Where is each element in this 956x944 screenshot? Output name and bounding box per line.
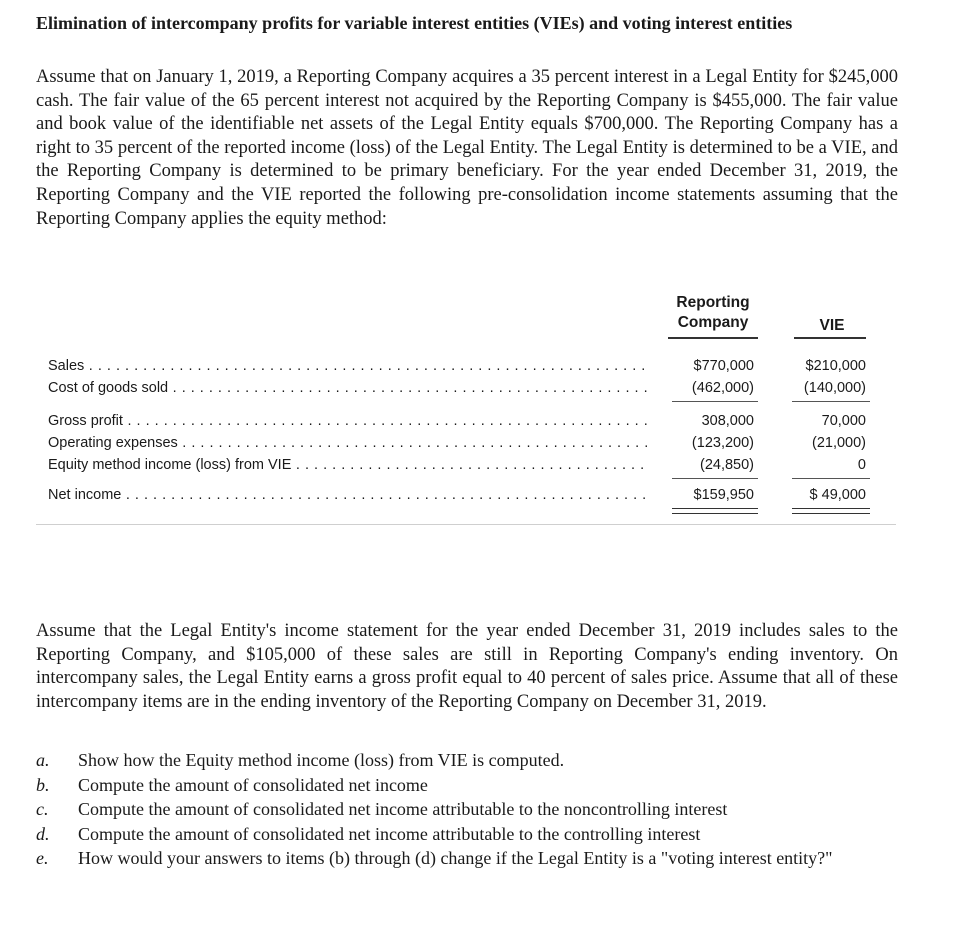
header-reporting-line1: Reporting bbox=[676, 294, 750, 311]
question-letter: b. bbox=[36, 774, 50, 795]
header-underline-vie bbox=[794, 337, 866, 339]
question-text: Show how the Equity method income (loss) from VIE is computed. bbox=[78, 750, 565, 770]
list-item bbox=[36, 748, 916, 773]
list-item bbox=[36, 797, 916, 822]
row-label: Gross profit . . . bbox=[48, 410, 648, 432]
row-label: Net income . . . bbox=[48, 484, 648, 506]
question-list bbox=[36, 748, 916, 871]
question-letter: c. bbox=[36, 799, 49, 819]
row-value-rc: $770,000 bbox=[693, 358, 754, 374]
list-item bbox=[36, 846, 916, 871]
question-letter: a. bbox=[36, 750, 50, 770]
row-label: Operating expenses . . . bbox=[48, 432, 648, 454]
subtotal-line-rc bbox=[672, 401, 758, 402]
row-value-rc: (123,200) bbox=[691, 435, 754, 451]
row-value-vie: (140,000) bbox=[803, 380, 866, 396]
total-double-line-rc bbox=[672, 508, 758, 514]
intro-paragraph: Assume that on January 1, 2019, a Reporting Company acquires a 35 percent interest in a Legal Entity for $245,000 cash. The fair value of the 65 percent interest not acquired by the Reporting Company is $455,000. The fair value and book value of the identifiable net assets of the Legal Entity equals $700,000. The Reporting Company has a right to 35 percent of the reported income (loss) of the Legal Entity. The Legal Entity is determined to be a VIE, and the Reporting Company is determined to be primary beneficiary. For the year ended December 31, 2019, the Reporting Company and the VIE reported the following pre-consolidation income statements assuming that the Reporting Company applies the equity method: bbox=[36, 67, 898, 229]
row-label: Sales . . . bbox=[48, 355, 648, 377]
list-item bbox=[36, 822, 916, 847]
row-value-rc: (462,000) bbox=[691, 380, 754, 396]
divider bbox=[36, 524, 896, 525]
question-letter: d. bbox=[36, 823, 50, 844]
assumption-paragraph: Assume that the Legal Entity's income statement for the year ended December 31, 2019 includes sales to the Reporting Company, and $105,000 of these sales are still in Reporting Company's ending inventory. On intercompany sales, the Legal Entity earns a gross profit equal to 40 percent of sales price. Assume that all of these intercompany items are in the ending inventory of the Reporting Company on December 31, 2019. bbox=[36, 621, 898, 712]
row-label: Equity method income (loss) from VIE . . . bbox=[48, 454, 648, 476]
row-value-vie: (21,000) bbox=[811, 435, 866, 451]
row-value-rc: $159,950 bbox=[693, 487, 754, 503]
header-reporting-line2: Company bbox=[677, 314, 749, 331]
row-value-vie: $210,000 bbox=[805, 358, 866, 374]
header-reporting-company bbox=[660, 293, 766, 333]
subtotal-line-vie bbox=[792, 401, 870, 402]
question-text: Compute the amount of consolidated net income bbox=[78, 774, 428, 795]
list-item bbox=[36, 773, 916, 798]
row-value-vie: 0 bbox=[857, 457, 866, 473]
row-label: Cost of goods sold . . . bbox=[48, 377, 648, 399]
question-text: Compute the amount of consolidated net income attributable to the noncontrolling interest bbox=[78, 799, 728, 819]
row-value-rc: 308,000 bbox=[701, 413, 754, 429]
subtotal-line-rc bbox=[672, 478, 758, 479]
row-value-rc: (24,850) bbox=[699, 457, 754, 473]
header-underline-rc bbox=[668, 337, 758, 339]
row-value-vie: 70,000 bbox=[821, 413, 866, 429]
question-text: Compute the amount of consolidated net income attributable to the controlling interest bbox=[78, 823, 701, 844]
question-text: How would your answers to items (b) through (d) change if the Legal Entity is a "voting interest entity?" bbox=[78, 848, 833, 868]
problem-title: Elimination of intercompany profits for variable interest entities (VIEs) and voting interest entities bbox=[36, 13, 793, 33]
total-double-line-vie bbox=[792, 508, 870, 514]
question-letter: e. bbox=[36, 848, 49, 868]
subtotal-line-vie bbox=[792, 478, 870, 479]
row-value-vie: $ 49,000 bbox=[809, 487, 866, 503]
header-vie: VIE bbox=[819, 317, 845, 334]
